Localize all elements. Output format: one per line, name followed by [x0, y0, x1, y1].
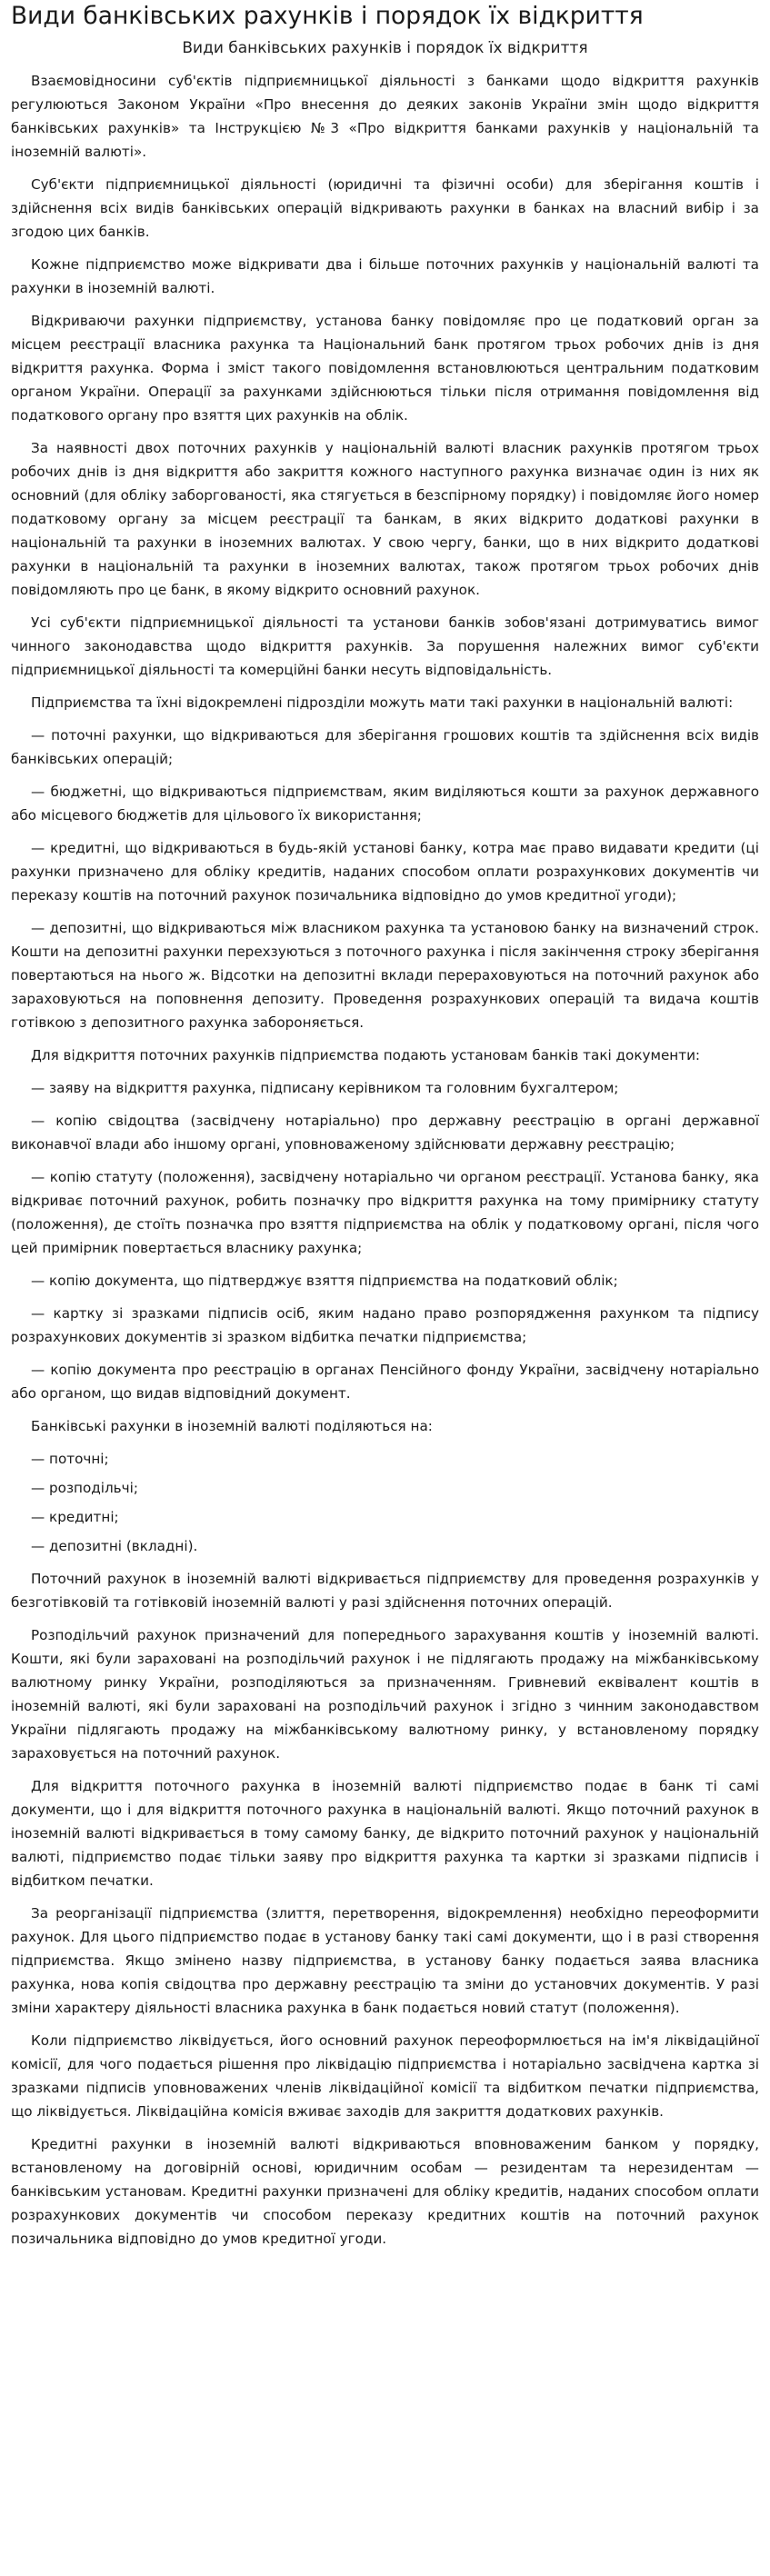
list-item: — картку зі зразками підписів осіб, яким надано право розпорядження рахунком та підпису розрахункових документів зі зразком відбитка печатки підприємства;: [11, 1305, 759, 1345]
paragraph: Підприємства та їхні відокремлені підрозділи можуть мати такі рахунки в національній валюті:: [31, 694, 734, 711]
list-item: — копію статуту (положення), засвідчену нотаріально чи органом реєстрації. Установа банку, яка відкриває поточний рахунок, робить позначку про відкриття рахунка на тому примірнику статуту (положення), де стоїть позначка про взяття підприємства на облік у податковому органі, після чого цей примірник повертається власнику рахунка;: [11, 1169, 759, 1256]
paragraph: Кожне підприємство може відкривати два і більше поточних рахунків у національній валюті та рахунки в іноземній валюті.: [11, 256, 759, 296]
list-item: — копію документа, що підтверджує взяття підприємства на податковий облік;: [31, 1273, 618, 1289]
paragraph: Поточний рахунок в іноземній валюті відкривається підприємству для проведення розрахунків у безготівковій та готівковій іноземній валюті у разі здійснення поточних операцій.: [11, 1571, 759, 1611]
paragraph: Для відкриття поточного рахунка в іноземній валюті підприємство подає в банк ті самі документи, що і для відкриття поточного рахунка в національній валюті. Якщо поточний рахунок в іноземній валюті відкривається в тому самому банку, де відкрито поточний рахунок у національній валюті, підприємство подає тільки заяву про відкриття рахунка та картки зі зразками підписів і відбитком печатки.: [11, 1778, 759, 1889]
paragraph: За реорганізації підприємства (злиття, перетворення, відокремлення) необхідно переоформити рахунок. Для цього підприємство подає в установу банку такі самі документи, що і в разі створення підприємства. Якщо змінено назву підприємства, в установу банку подається заява власника рахунка, нова копія свідоцтва про державну реєстрацію та зміни до установчих документів. У разі зміни характеру діяльності власника рахунка в банк подається новий статут (положення).: [11, 1905, 759, 2016]
paragraph: Розподільчий рахунок призначений для попереднього зарахування коштів у іноземній валюті. Кошти, які були зараховані на розподільчий рахунок і не підлягають продажу на міжбанківському валютному ринку України, розподіляються за призначенням. Гривневий еквівалент коштів в іноземній валюті, які були зараховані на розподільчий рахунок і згідно з чинним законодавством України підлягають продажу на міжбанківському валютному ринку, у встановленому порядку зараховується на поточний рахунок.: [11, 1627, 759, 1762]
paragraph: Для відкриття поточних рахунків підприємства подають установам банків такі документи:: [31, 1047, 701, 1063]
paragraph: Кредитні рахунки в іноземній валюті відкриваються вповноваженим банком у порядку, встановленому на договірній основі, юридичним особам — резидентам та нерезидентам — банківським установам. Кредитні рахунки призначені для обліку кредитів, наданих способом оплати розрахункових документів чи способом переказу кредитних коштів на поточний рахунок позичальника відповідно до умов кредитної угоди.: [11, 2136, 759, 2247]
list-item: — поточні;: [31, 1451, 109, 1467]
paragraph: Відкриваючи рахунки підприємству, установа банку повідомляє про це податковий орган за місцем реєстрації власника рахунка та Національний банк протягом трьох робочих днів із дня відкриття рахунка. Форма і зміст такого повідомлення встановлюються центральним податковим органом України. Операції за рахунками здійснюються тільки після отримання повідомлення від податкового органу про взяття цих рахунків на облік.: [11, 313, 759, 424]
list-item: — заяву на відкриття рахунка, підписану керівником та головним бухгалтером;: [31, 1080, 619, 1096]
paragraph: Усі суб'єкти підприємницької діяльності та установи банків зобов'язані дотримуватись вимог чинного законодавства щодо відкриття рахунків. За порушення належних вимог суб'єкти підприємницької діяльності та комерційні банки несуть відповідальність.: [11, 614, 759, 678]
list-item: — кредитні;: [31, 1509, 119, 1525]
page-subtitle: Види банківських рахунків і порядок їх відкриття: [182, 39, 588, 57]
paragraph: За наявності двох поточних рахунків у національній валюті власник рахунків протягом трьох робочих днів із дня відкриття або закриття кожного наступного рахунка визначає один із них як основний (для обліку заборгованості, яка стягується в безспірному порядку) і повідомляє його номер податковому органу за місцем реєстрації та банкам, в яких відкрито додаткові рахунки в національній та рахунки в іноземних валютах. У свою чергу, банки, що в них відкрито додаткові рахунки в національній та рахунки в іноземних валютах, також протягом трьох робочих днів повідомляють про це банк, в якому відкрито основний рахунок.: [11, 440, 759, 598]
paragraph: Взаємовідносини суб'єктів підприємницької діяльності з банками щодо відкриття рахунків регулюються Законом України «Про внесення до деяких законів України змін щодо відкриття банківських рахунків» та Інструкцією №3 «Про відкриття банками рахунків у національній та іноземній валюті».: [11, 73, 759, 160]
paragraph: Коли підприємство ліквідується, його основний рахунок переоформлюється на ім'я ліквідаційної комісії, для чого подається рішення про ліквідацію підприємства і нотаріально засвідчена картка зі зразками підписів уповноважених членів ліквідаційної комісії та відбитком печатки підприємства, що ліквідується. Ліквідаційна комісія вживає заходів для закриття додаткових рахунків.: [11, 2032, 759, 2120]
list-item: — поточні рахунки, що відкриваються для зберігання грошових коштів та здійснення всіх видів банківських операцій;: [11, 727, 759, 767]
list-item: — депозитні (вкладні).: [31, 1538, 198, 1554]
list-item: — розподільчі;: [31, 1480, 138, 1496]
list-item: — копію свідоцтва (засвідчену нотаріально) про державну реєстрацію в органі державної виконавчої влади або іншому органі, уповноваженому здійснювати державну реєстрацію;: [11, 1113, 759, 1153]
list-item: — депозитні, що відкриваються між власником рахунка та установою банку на визначений строк. Кошти на депозитні рахунки перехзуються з поточного рахунка і після закінчення строку зберігання повертаються на нього ж. Відсотки на депозитні вклади перераховуються на поточний рахунок або зараховуються на поповнення депозиту. Проведення розрахункових операцій та видача коштів готівкою з депозитного рахунка забороняється.: [11, 920, 759, 1031]
list-item: — копію документа про реєстрацію в органах Пенсійного фонду України, засвідчену нотаріально або органом, що видав відповідний документ.: [11, 1362, 759, 1402]
document-page: [0, 2, 770, 2251]
list-item: — кредитні, що відкриваються в будь-якій установі банку, котра має право видавати кредити (ці рахунки призначено для обліку кредитів, наданих способом оплати розрахункових документів чи переказу коштів на поточний рахунок позичальника відповідно до умов кредитної угоди);: [11, 840, 759, 904]
article-body: [11, 69, 759, 2251]
page-title: Види банківських рахунків і порядок їх відкриття: [11, 2, 644, 30]
paragraph: Суб'єкти підприємницької діяльності (юридичні та фізичні особи) для зберігання коштів і здійснення всіх видів банківських операцій відкривають рахунки в банках на власний вибір і за згодою цих банків.: [11, 176, 759, 240]
paragraph: Банківські рахунки в іноземній валюті поділяються на:: [31, 1418, 433, 1434]
list-item: — бюджетні, що відкриваються підприємствам, яким виділяються кошти за рахунок державного або місцевого бюджетів для цільового їх використання;: [11, 784, 759, 824]
